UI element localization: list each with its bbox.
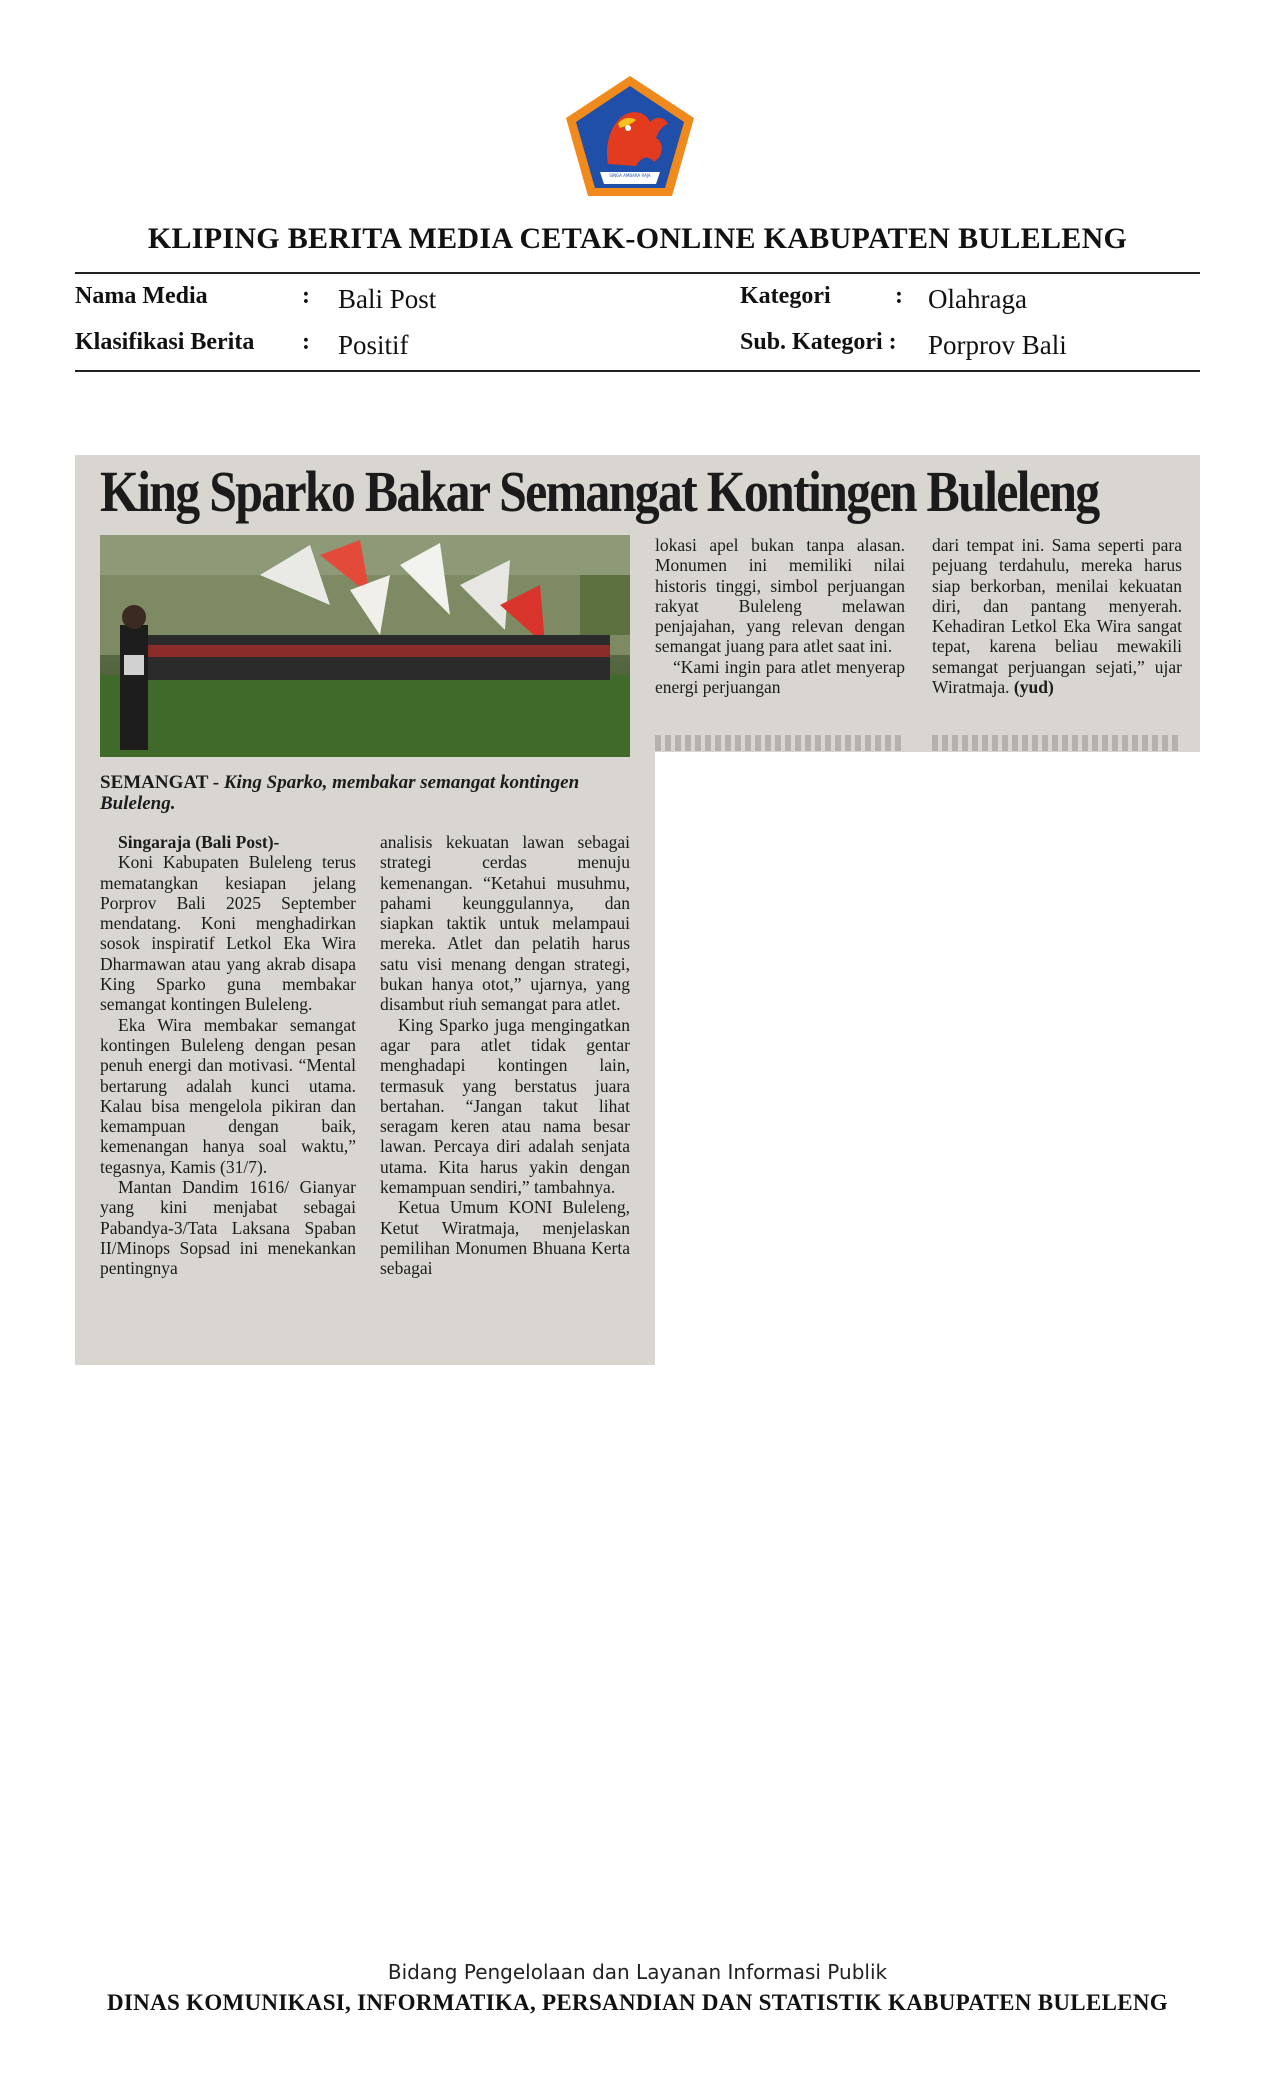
article-headline: King Sparko Bakar Semangat Kontingen Buleleng <box>100 459 1099 524</box>
header-divider-bottom <box>75 370 1200 372</box>
meta-klasifikasi-label: Klasifikasi Berita <box>75 329 255 355</box>
meta-sub-kategori-value: Porprov Bali <box>928 330 1067 360</box>
caption-text: King Sparko, membakar semangat kontingen Buleleng. <box>100 772 580 814</box>
footer-title: DINAS KOMUNIKASI, INFORMATIKA, PERSANDIAN DAN STATISTIK KABUPATEN BULELENG <box>107 1990 1168 2015</box>
caption-lead: SEMANGAT - <box>100 772 224 793</box>
bleed-through-text <box>655 735 905 751</box>
meta-klasifikasi-colon: : <box>302 329 310 355</box>
paragraph: King Sparko juga mengingatkan agar para atlet tidak gentar menghadapi kontingen lain, termasuk yang berstatus juara bertahan. “Jangan takut lihat seragam keren atau nama besar lawan. Percaya diri adalah senjata utama. Kita harus yakin dengan kemampuan sendiri,” tambahnya. <box>380 1014 630 1198</box>
article-column-3 <box>655 535 905 697</box>
regency-logo <box>560 72 700 200</box>
crowd-with-flags-photo <box>100 535 630 757</box>
logo-text: SINGA AMBARA RAJA <box>609 173 651 178</box>
paragraph: Mantan Dandim 1616/ Gianyar yang kini menjabat sebagai Pabandya-3/Tata Laksana Spaban II/Minops Sopsad ini menekankan pentingnya <box>100 1177 356 1279</box>
article-column-4 <box>932 535 1182 697</box>
article-dateline: Singaraja (Bali Post)- <box>118 832 280 852</box>
footer-subtitle: Bidang Pengelolaan dan Layanan Informasi Publik <box>387 1960 888 1984</box>
meta-sub-kategori-label: Sub. Kategori : <box>740 329 897 355</box>
paragraph: analisis kekuatan lawan sebagai strategi cerdas menuju kemenangan. “Ketahui musuhmu, pahami keunggulannya, dan siapkan taktik untuk melampaui mereka. Atlet dan pelatih harus satu visi menang dengan strategi, bukan hanya otot,” ujarnya, yang disambut riuh semangat para atlet. <box>380 832 630 1015</box>
paragraph: lokasi apel bukan tanpa alasan. Monumen ini memiliki nilai historis tinggi, simbol perjuangan rakyat Buleleng melawan penjajahan, yang relevan dengan semangat juang para atlet saat ini. <box>655 535 905 657</box>
meta-klasifikasi-value: Positif <box>338 330 409 360</box>
paragraph: “Kami ingin para atlet menyerap energi perjuangan <box>655 656 905 698</box>
paragraph: Koni Kabupaten Buleleng terus mematangkan kesiapan jelang Porprov Bali 2025 September mendatang. Koni menghadirkan sosok inspiratif Letkol Eka Wira Dharmawan atau yang akrab disapa King Sparko guna membakar semangat kontingen Buleleng. <box>100 852 356 1015</box>
article-photo <box>100 535 630 757</box>
photo-caption <box>100 772 630 814</box>
meta-kategori-colon: : <box>895 283 903 309</box>
author-initials: (yud) <box>1013 677 1054 698</box>
article-column-2 <box>380 832 630 1279</box>
header-divider-top <box>75 272 1200 274</box>
lion-emblem-icon <box>560 72 700 200</box>
bleed-through-text <box>932 735 1182 751</box>
meta-kategori-value: Olahraga <box>928 284 1027 314</box>
meta-media-colon: : <box>302 283 310 309</box>
meta-media-value: Bali Post <box>338 284 437 314</box>
paragraph <box>932 535 1182 697</box>
paragraph: Ketua Umum KONI Buleleng, Ketut Wiratmaja, menjelaskan pemilihan Monumen Bhuana Kerta sebagai <box>380 1197 630 1279</box>
article-column-1 <box>100 832 356 1279</box>
meta-media-label: Nama Media <box>75 283 208 309</box>
document-title: KLIPING BERITA MEDIA CETAK-ONLINE KABUPATEN BULELENG <box>147 222 1128 255</box>
paragraph: Eka Wira membakar semangat kontingen Buleleng dengan pesan penuh energi dan motivasi. “Mental bertarung adalah kunci utama. Kalau bisa mengelola pikiran dan kemampuan dengan baik, kemenangan hanya soal waktu,” tegasnya, Kamis (31/7). <box>100 1014 356 1177</box>
meta-kategori-label: Kategori <box>740 283 831 309</box>
paragraph-text: dari tempat ini. Sama seperti para pejuang terdahulu, mereka harus siap berkorban, menilai kekuatan diri, dan pantang menyerah. Kehadiran Letkol Eka Wira sangat tepat, karena beliau mewakili semangat perjuangan sejati,” ujar Wiratmaja. <box>932 535 1182 698</box>
